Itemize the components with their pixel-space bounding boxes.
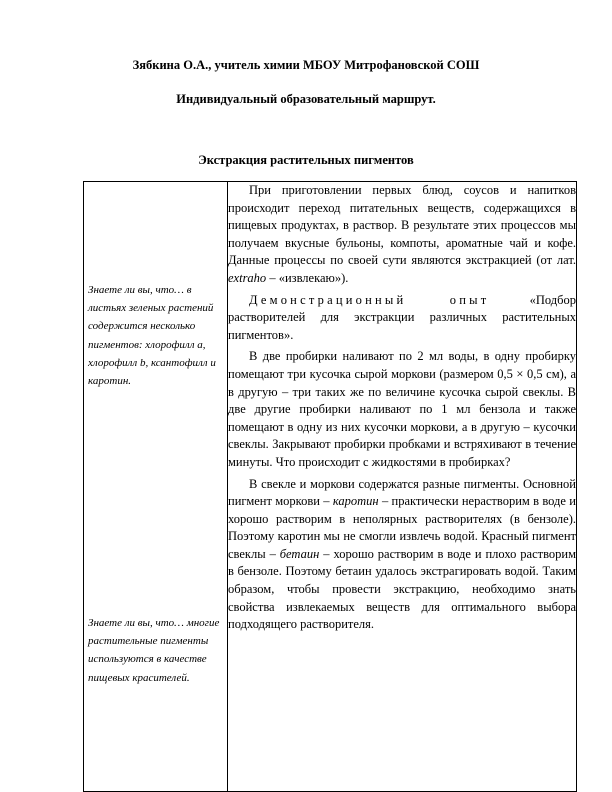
paragraph-experiment-title [228,292,576,345]
route-title: Индивидуальный образовательный маршрут. [176,92,436,106]
explanation-text-a: В свекле и моркови содержатся разные пигменты. Основной пигмент моркови – [228,476,576,509]
topic-title: Экстракция растительных пигментов [198,153,414,167]
main-text-column [228,182,577,792]
paragraph-explanation [228,476,576,634]
explanation-text-b: – практически нерастворим в воде и хорошо растворим в неполярных растворителях (в бензоле). Поэтому каротин мы не смогли извлечь водой. Красный пигмент свеклы – [228,494,576,561]
intro-text-end: – «извлекаю»). [266,270,349,285]
explanation-text-c: – хорошо растворим в воде и плохо растворим в бензоле. Поэтому бетаин удалось экстрагировать водой. Таким образом, чтобы провести экстракцию, необходимо знать свойства извлекаемых веществ для оптимального выбора подходящего растворителя. [228,546,576,632]
did-you-know-note-2: Знаете ли вы, что… многие растительные пигменты используются в качестве пищевых красителей. [88,617,220,684]
term-betaine: бетаин [279,546,320,561]
term-carotene: каротин [332,494,379,509]
experiment-label: Демонстрационный опыт [249,292,490,307]
sidebar-column [84,182,228,792]
content-table [83,181,577,792]
paragraph-intro [228,182,576,288]
experiment-title: «Подбор растворителей для экстракции различных растительных пигментов». [228,292,576,342]
did-you-know-note-1: Знаете ли вы, что… в листьях зеленых растений содержится несколько пигментов: хлорофилл a, хлорофилл b, ксантофилл и каротин. [88,284,216,388]
paragraph-procedure: В две пробирки наливают по 2 мл воды, в одну пробирку помещают три кусочка сырой моркови (размером 0,5 × 0,5 см), а в другую – три таких же по величине кусочка сырой свеклы. В две другие пробирки наливают по 1 мл бензола и также помещают в одну из них кусочки моркови, а в другую – кусочки свеклы. Закрывают пробирки пробками и встряхивают в течение минуты. Что происходит с жидкостями в пробирках? [228,349,576,469]
intro-text: При приготовлении первых блюд, соусов и напитков происходит переход питательных веществ, содержащихся в пищевых продуктах, в раствор. В результате этих процессов мы получаем вкусные бульоны, компоты, ароматные чай и кофе. Данные процессы по своей сути являются экстракцией (от лат. [228,183,576,268]
author-line: Зябкина О.А., учитель химии МБОУ Митрофановской СОШ [132,58,480,72]
latin-term: extraho [228,270,267,285]
